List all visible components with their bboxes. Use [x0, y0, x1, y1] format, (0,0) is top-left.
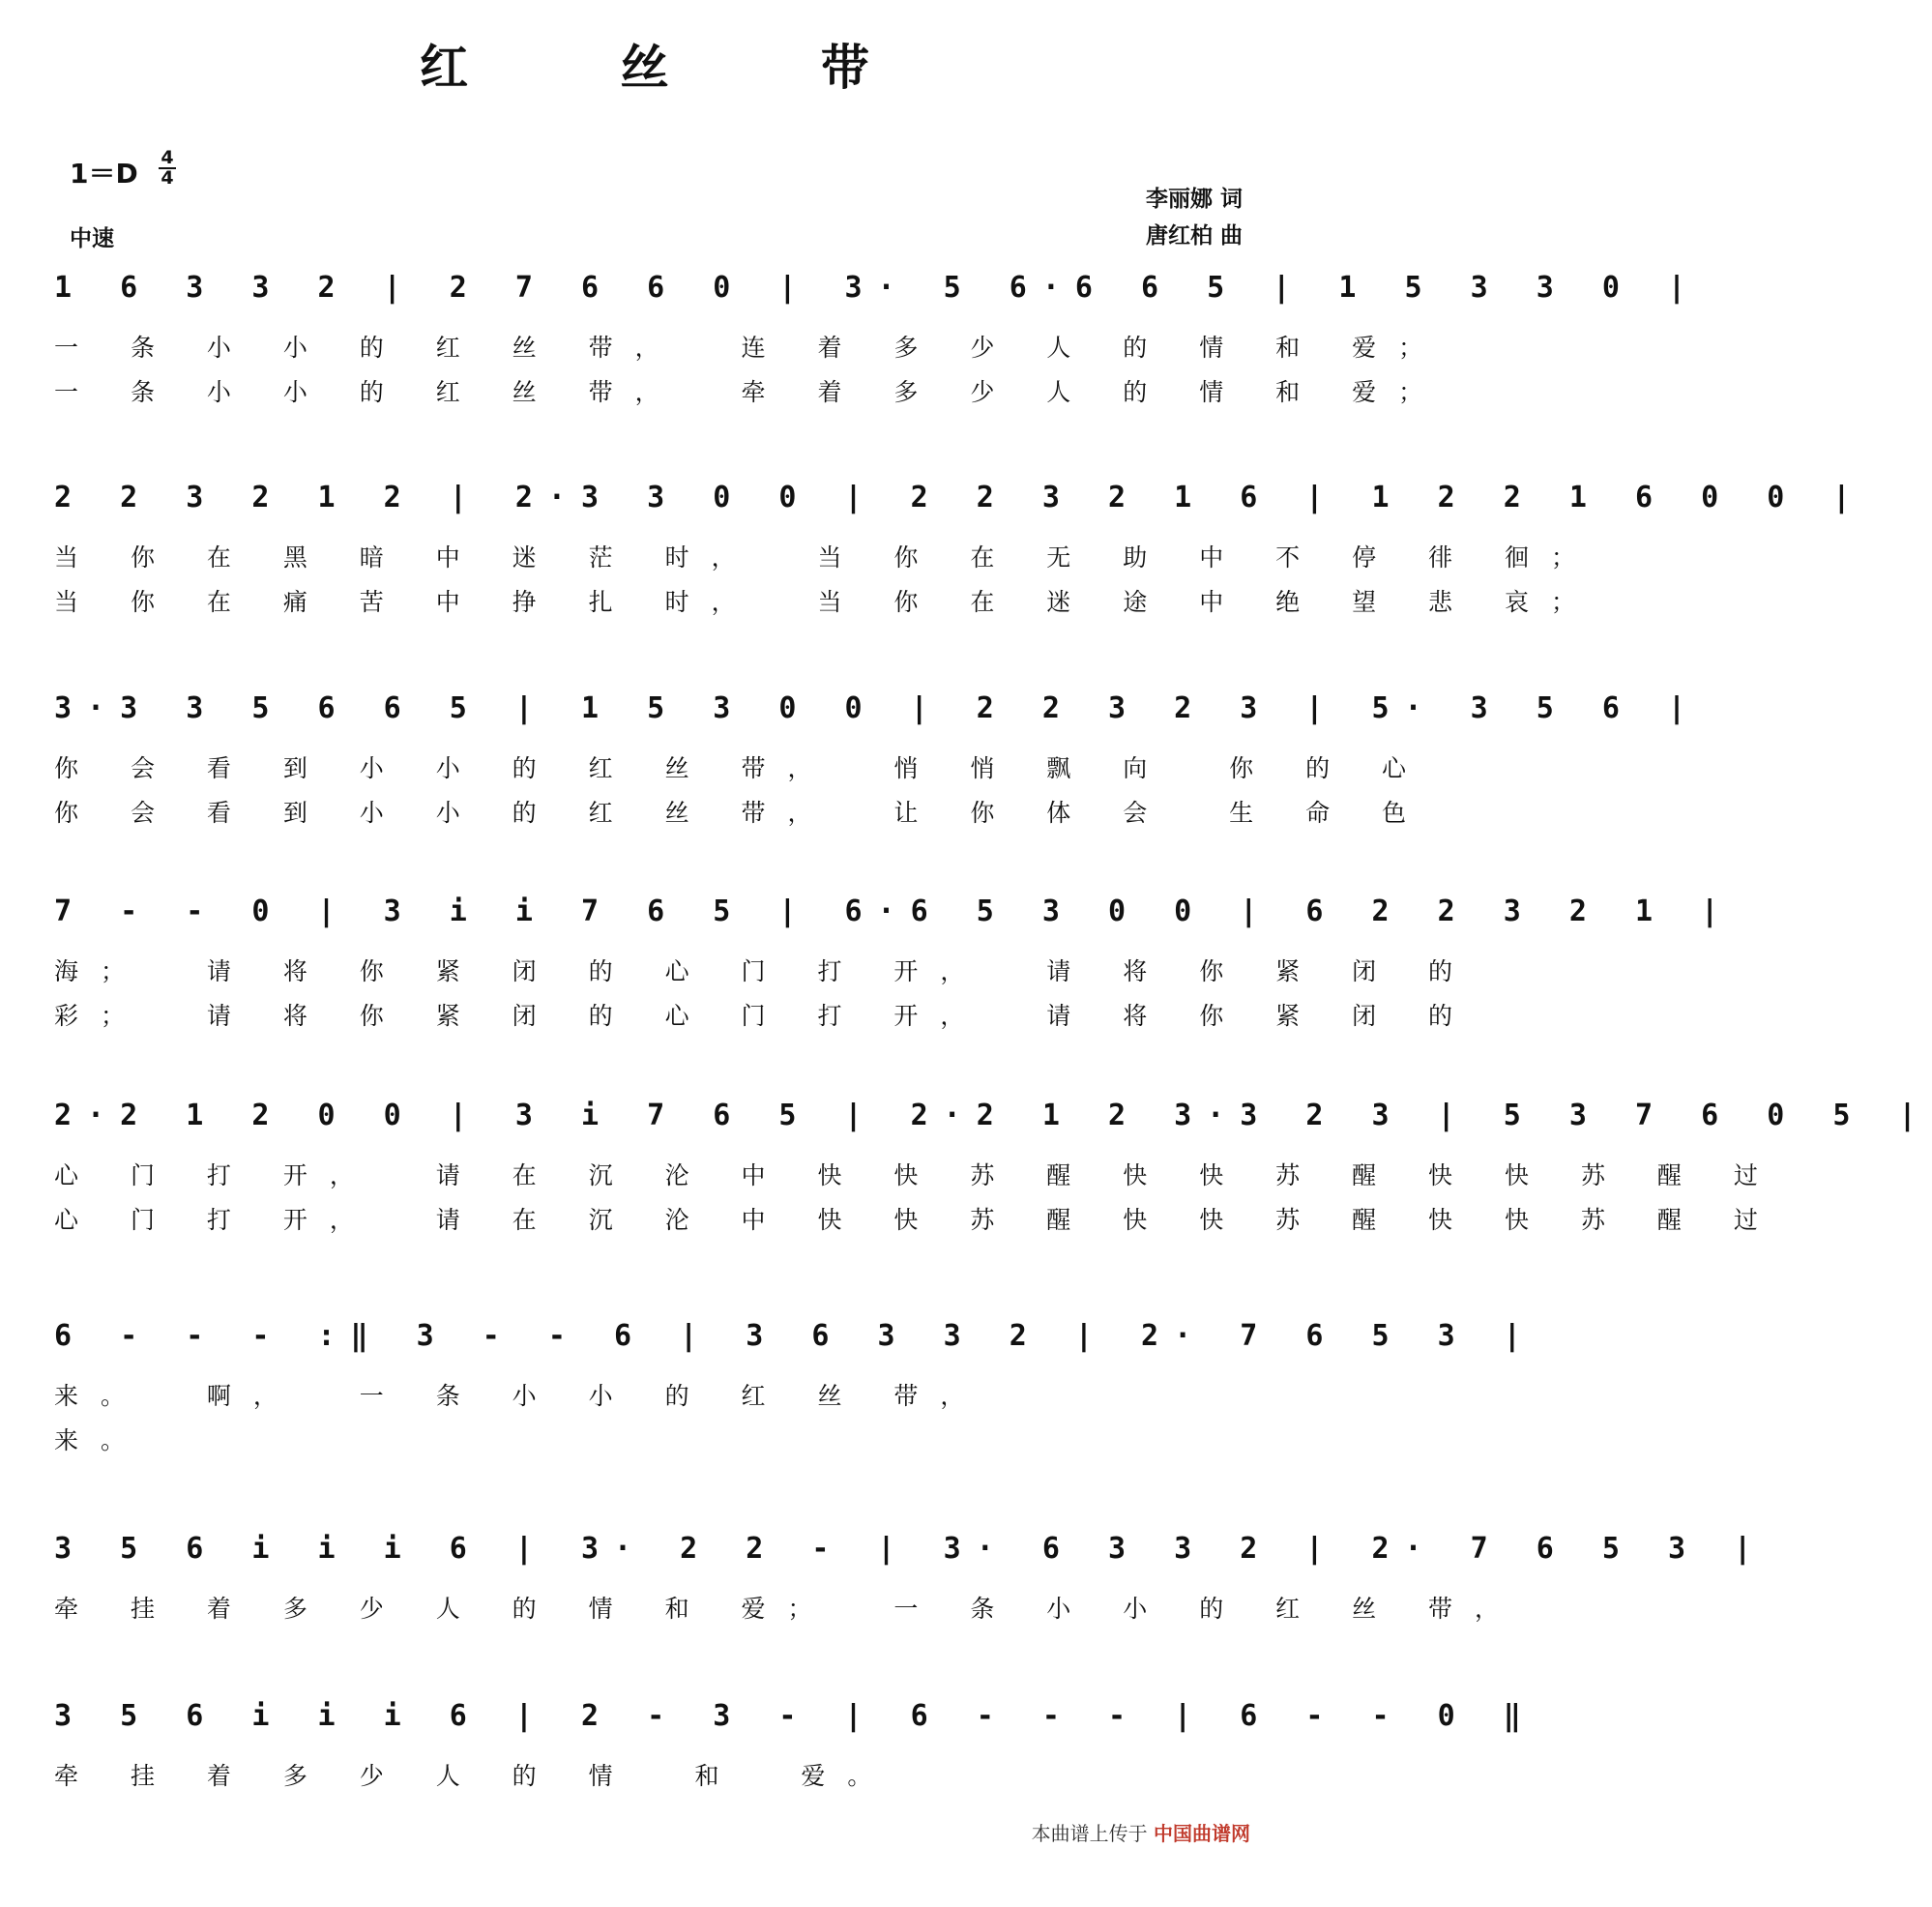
time-sig-denominator: 4: [161, 167, 174, 189]
time-signature: [157, 149, 178, 188]
source-footer: [1032, 1818, 1250, 1846]
lyric-verse-1: 当 你 在 黑 暗 中 迷 茫 时， 当 你 在 无 助 中 不 停 徘 徊；: [54, 543, 1597, 572]
site-brand[interactable]: 中国曲谱网: [1154, 1822, 1250, 1845]
notation-line: 3 5 6 i i i 6 | 2 - 3 - | 6 - - - | 6 - - 0 ‖: [54, 1699, 1537, 1733]
score-system-6: [54, 1319, 1537, 1527]
footer-text: 本曲谱上传于: [1031, 1822, 1148, 1845]
score-system-3: [54, 691, 1702, 899]
notation-line: 2 2 3 2 1 2 | 2·3 3 0 0 | 2 2 3 2 1 6 | 1 2 2 1 6 0 0 |: [54, 481, 1866, 514]
notation-line: 3·3 3 5 6 6 5 | 1 5 3 0 0 | 2 2 3 2 3 | 5· 3 5 6 |: [54, 691, 1702, 725]
key-signature: 1＝D: [70, 158, 138, 190]
lyric-verse-1: 牵 挂 着 多 少 人 的 情 和 爱； 一 条 小 小 的 红 丝 带，: [54, 1595, 1522, 1623]
lyric-verse-1: 你 会 看 到 小 小 的 红 丝 带， 悄 悄 飘 向 你 的 心: [54, 754, 1429, 782]
notation-line: 7 - - 0 | 3 i i 7 6 5 | 6·6 5 3 0 0 | 6 2 2 3 2 1 |: [54, 895, 1735, 928]
score-system-4: [54, 895, 1735, 1102]
lyric-verse-1: 海； 请 将 你 紧 闭 的 心 门 打 开， 请 将 你 紧 闭 的: [54, 957, 1476, 985]
notation-line: 2·2 1 2 0 0 | 3 i 7 6 5 | 2·2 1 2 3·3 2 3 | 5 3 7 6 0 5 |: [54, 1099, 1932, 1132]
tempo-marking: 中速: [70, 226, 114, 251]
lyric-verse-2: 你 会 看 到 小 小 的 红 丝 带， 让 你 体 会 生 命 色: [54, 799, 1429, 827]
time-sig-numerator: 4: [161, 147, 174, 168]
score-system-5: [54, 1099, 1932, 1306]
notation-line: 3 5 6 i i i 6 | 3· 2 2 - | 3· 6 3 3 2 | 2· 7 6 5 3 |: [54, 1532, 1768, 1566]
lyric-verse-2: 当 你 在 痛 苦 中 挣 扎 时， 当 你 在 迷 途 中 绝 望 悲 哀；: [54, 588, 1597, 616]
score-system-1: [54, 271, 1702, 479]
lyric-verse-2: 心 门 打 开， 请 在 沉 沦 中 快 快 苏 醒 快 快 苏 醒 快 快 苏 醒 过: [54, 1206, 1780, 1234]
notation-line: 6 - - - :‖ 3 - - 6 | 3 6 3 3 2 | 2· 7 6 5 3 |: [54, 1319, 1537, 1353]
lyric-verse-1: 来。 啊， 一 条 小 小 的 红 丝 带，: [54, 1382, 987, 1410]
composer-credit: 唐红柏 曲: [1145, 223, 1243, 249]
score-system-2: [54, 481, 1866, 689]
lyric-verse-1: 牵 挂 着 多 少 人 的 情 和 爱。: [54, 1762, 894, 1790]
lyric-verse-1: 心 门 打 开， 请 在 沉 沦 中 快 快 苏 醒 快 快 苏 醒 快 快 苏 醒 过: [54, 1161, 1780, 1189]
notation-line: 1 6 3 3 2 | 2 7 6 6 0 | 3· 5 6·6 6 5 | 1 5 3 3 0 |: [54, 271, 1702, 305]
song-title: 红 丝 带: [420, 39, 937, 96]
lyric-verse-1: 一 条 小 小 的 红 丝 带， 连 着 多 少 人 的 情 和 爱；: [54, 334, 1446, 362]
score-system-8: [54, 1699, 1537, 1907]
lyric-verse-2: 彩； 请 将 你 紧 闭 的 心 门 打 开， 请 将 你 紧 闭 的: [54, 1002, 1476, 1030]
lyric-verse-2: 来。: [54, 1426, 148, 1454]
lyric-verse-2: 一 条 小 小 的 红 丝 带， 牵 着 多 少 人 的 情 和 爱；: [54, 378, 1446, 406]
lyricist-credit: 李丽娜 词: [1145, 187, 1243, 212]
